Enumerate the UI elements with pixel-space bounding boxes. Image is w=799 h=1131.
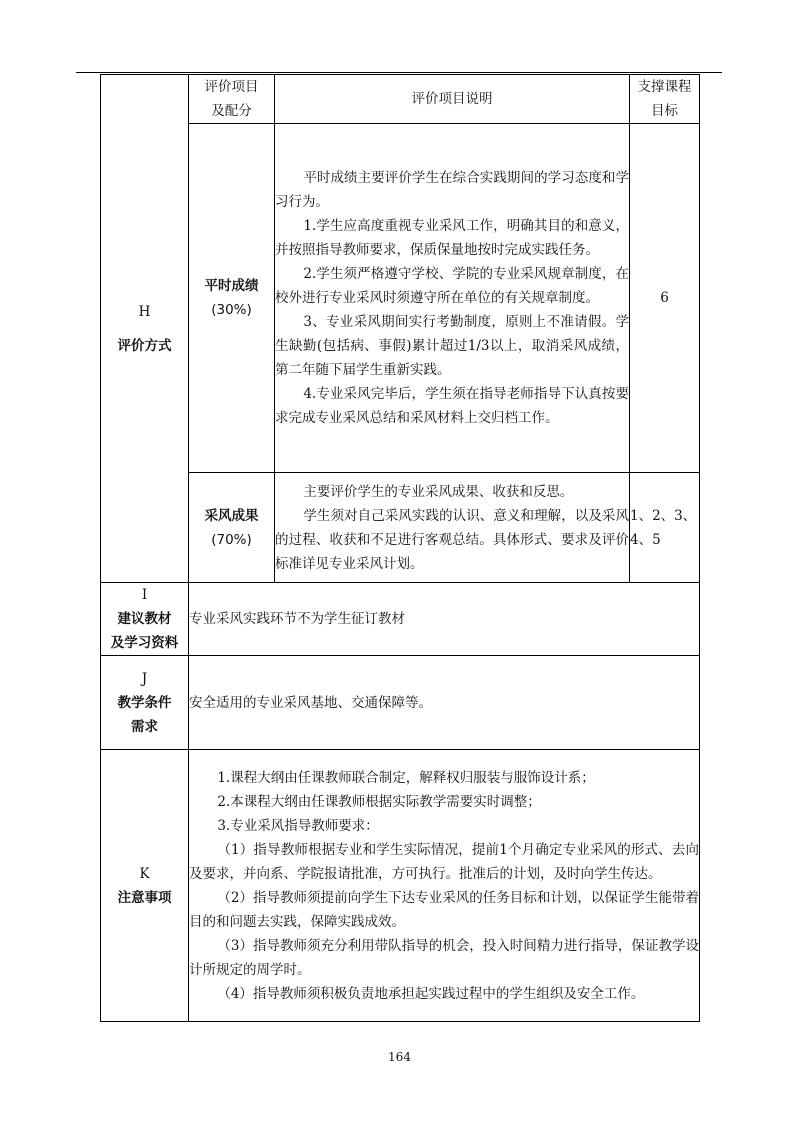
notes-paragraph: （3）指导教师须充分利用带队指导的机会，投入时间精力进行指导，保证教学设计所规定的周学时。 <box>189 937 699 978</box>
score-item-name: 平时成绩 <box>204 278 259 294</box>
desc-paragraph: 1.学生应高度重视专业采风工作，明确其目的和意义，并按照指导教师要求，保质保量地按时完成实践任务。 <box>275 218 629 258</box>
section-h-label-cell <box>101 75 189 583</box>
score-item-cell <box>189 124 275 473</box>
section-k-row <box>101 750 700 1022</box>
header-row <box>101 75 700 124</box>
top-rule <box>76 72 722 73</box>
section-j-label-cell <box>101 656 189 750</box>
notes-paragraph: 1.课程大纲由任课教师联合制定，解释权归服装与服饰设计系； <box>217 769 595 786</box>
section-i-content-cell <box>189 583 700 656</box>
notes-paragraph: 3.专业采风指导教师要求： <box>217 817 379 834</box>
section-h-title: 评价方式 <box>117 337 172 354</box>
notes-paragraph: （1）指导教师根据专业和学生实际情况，提前1个月确定专业采风的形式、去向及要求，并向系、学院报请批准，方可执行。批准后的计划，及时向学生传达。 <box>189 841 699 882</box>
section-j-row <box>101 656 700 750</box>
section-k-label-cell <box>101 750 189 1022</box>
table-row <box>101 124 700 473</box>
header-goal-cell <box>630 75 700 124</box>
section-j-content-cell <box>189 656 700 750</box>
score-item-percent: (30%) <box>211 302 252 318</box>
score-goal-cell <box>630 473 700 583</box>
section-j-title-line2: 需求 <box>131 718 158 735</box>
desc-paragraph: 主要评价学生的专业采风成果、收获和反思。 <box>303 483 574 500</box>
header-desc-label: 评价项目说明 <box>411 91 493 107</box>
score-desc-cell <box>275 473 630 583</box>
header-goal-label: 支撑课程 目标 <box>637 79 692 119</box>
header-desc-cell <box>275 75 630 124</box>
section-h-letter: H <box>138 303 151 320</box>
section-i-title-line2: 及学习资料 <box>110 635 179 651</box>
desc-paragraph: 3、专业采风期间实行考勤制度，原则上不准请假。学生缺勤(包括病、事假)累计超过1/3以上，取消采风成绩，第二年随下届学生重新实践。 <box>275 314 629 378</box>
evaluation-table <box>100 74 700 1022</box>
score-item-name: 采风成果 <box>204 507 259 524</box>
section-j-content: 安全适用的专业采风基地、交通保障等。 <box>189 694 432 711</box>
score-goal-value: 1、2、3、4、5 <box>630 507 697 548</box>
table-row <box>101 473 700 583</box>
notes-paragraph: （4）指导教师须积极负责地承担起实践过程中的学生组织及安全工作。 <box>217 985 645 1002</box>
notes-paragraph: 2.本课程大纲由任课教师根据实际教学需要实时调整； <box>217 793 541 810</box>
section-j-letter: J <box>141 670 148 687</box>
score-item-cell <box>189 473 275 583</box>
page-number: 164 <box>388 1050 411 1064</box>
score-goal-value: 6 <box>660 290 669 306</box>
header-item-label: 评价项目 及配分 <box>204 79 259 119</box>
desc-paragraph: 学生须对自己采风实践的认识、意义和理解，以及采风的过程、收获和不足进行客观总结。具体形式、要求及评价标准详见专业采风计划。 <box>275 507 629 572</box>
section-i-row <box>101 583 700 656</box>
section-k-letter: K <box>139 865 150 882</box>
desc-paragraph: 4.专业采风完毕后，学生须在指导老师指导下认真按要求完成专业采风总结和采风材料上交归档工作。 <box>275 386 629 426</box>
section-i-letter: I <box>141 587 148 603</box>
section-i-content: 专业采风实践环节不为学生征订教材 <box>189 611 405 627</box>
section-k-title: 注意事项 <box>117 889 172 906</box>
score-desc-cell <box>275 124 630 473</box>
section-i-label-cell <box>101 583 189 656</box>
notes-paragraph: （2）指导教师须提前向学生下达专业采风的任务目标和计划，以保证学生能带着目的和问题去实践，保障实践成效。 <box>189 889 699 930</box>
desc-paragraph: 2.学生须严格遵守学校、学院的专业采风规章制度，在校外进行专业采风时须遵守所在单位的有关规章制度。 <box>275 266 629 306</box>
desc-paragraph: 平时成绩主要评价学生在综合实践期间的学习态度和学习行为。 <box>275 170 629 210</box>
section-k-content-cell <box>189 750 700 1022</box>
header-item-cell <box>189 75 275 124</box>
section-j-title-line1: 教学条件 <box>117 694 172 711</box>
section-i-title-line1: 建议教材 <box>117 611 172 627</box>
score-item-percent: (70%) <box>211 531 252 548</box>
score-goal-cell <box>630 124 700 473</box>
